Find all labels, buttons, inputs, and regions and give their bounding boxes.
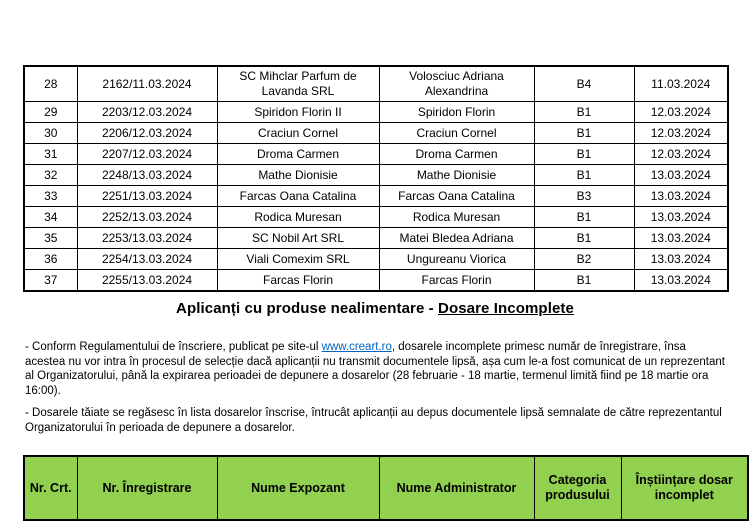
table-cell: Farcas Florin [217, 270, 379, 292]
table-cell: 33 [24, 186, 77, 207]
table-cell: Farcas Oana Catalina [217, 186, 379, 207]
table-cell: 2203/12.03.2024 [77, 102, 217, 123]
header-categoria-produsului: Categoria produsului [534, 456, 621, 520]
table-row [24, 249, 728, 270]
table-cell: Mathe Dionisie [217, 165, 379, 186]
table-cell: B1 [534, 102, 634, 123]
header-row [24, 456, 748, 520]
table-cell: Rodica Muresan [217, 207, 379, 228]
table-cell: 2252/13.03.2024 [77, 207, 217, 228]
table-row [24, 270, 728, 292]
table-cell: 2248/13.03.2024 [77, 165, 217, 186]
table-cell: 28 [24, 66, 77, 102]
table-cell: B3 [534, 186, 634, 207]
note-crossed-files: - Dosarele tăiate se regăsesc în lista dosarelor înscrise, întrucât aplicanții au depus documentele lipsă semnalate de către reprezentantul Organizatorului în perioada de depunere a dosarelor. [25, 407, 722, 434]
table-row [24, 207, 728, 228]
table-cell: 34 [24, 207, 77, 228]
table-cell: 11.03.2024 [634, 66, 728, 102]
table-cell: 13.03.2024 [634, 249, 728, 270]
table-cell: 2206/12.03.2024 [77, 123, 217, 144]
note-regulation [25, 340, 728, 398]
table-row [24, 102, 728, 123]
table-cell: B1 [534, 165, 634, 186]
note-regulation-after-link: , dosarele incomplete primesc număr de înregistrare, însa acestea nu vor intra în procesul de selecție dacă aplicanții nu transmit documentele lipsă, așa cum le-a fost comunicat de un reprezentant al Organizatorului, până la expirarea perioadei de depunere a dosarelor (28 februarie - 18 martie, termenul limită fiind pe 18 martie ora 16:00). [25, 341, 725, 397]
table-cell: B1 [534, 123, 634, 144]
table-cell: 2255/13.03.2024 [77, 270, 217, 292]
table-row [24, 123, 728, 144]
table-cell: 13.03.2024 [634, 228, 728, 249]
table-cell: B4 [534, 66, 634, 102]
table-cell: 36 [24, 249, 77, 270]
incomplete-files-table-header [24, 456, 748, 520]
table-cell: Farcas Oana Catalina [379, 186, 534, 207]
table-cell: SC Nobil Art SRL [217, 228, 379, 249]
table-cell: B1 [534, 144, 634, 165]
table-cell: SC Mihclar Parfum de Lavanda SRL [217, 66, 379, 102]
table-cell: Matei Bledea Adriana [379, 228, 534, 249]
section-heading [0, 300, 750, 317]
table-cell: 13.03.2024 [634, 165, 728, 186]
table-row [24, 66, 728, 102]
note-regulation-before-link: - Conform Regulamentului de înscriere, publicat pe site-ul [25, 341, 322, 353]
table-cell: Droma Carmen [379, 144, 534, 165]
registered-applicants-table-body [24, 66, 728, 291]
table-cell: 12.03.2024 [634, 144, 728, 165]
table-cell: Droma Carmen [217, 144, 379, 165]
table-cell: Farcas Florin [379, 270, 534, 292]
section-heading-text: Aplicanți cu produse nealimentare - [176, 300, 439, 317]
table-cell: 12.03.2024 [634, 123, 728, 144]
table-cell: Ungureanu Viorica [379, 249, 534, 270]
table-row [24, 144, 728, 165]
table-cell: B2 [534, 249, 634, 270]
registered-applicants-table [23, 65, 729, 292]
table-cell: 31 [24, 144, 77, 165]
table-row [24, 186, 728, 207]
table-cell: 30 [24, 123, 77, 144]
table-cell: B1 [534, 228, 634, 249]
incomplete-files-table [23, 455, 749, 521]
table-cell: 2253/13.03.2024 [77, 228, 217, 249]
table-cell: 13.03.2024 [634, 186, 728, 207]
table-cell: Rodica Muresan [379, 207, 534, 228]
table-cell: 2162/11.03.2024 [77, 66, 217, 102]
table-cell: 29 [24, 102, 77, 123]
table-cell: 2251/13.03.2024 [77, 186, 217, 207]
table-cell: Spiridon Florin [379, 102, 534, 123]
section-heading-underlined-text: Dosare Incomplete [438, 300, 574, 317]
header-instiintare-dosar-incomplet: Înștiințare dosar incomplet [621, 456, 748, 520]
header-nr-inregistrare: Nr. Înregistrare [77, 456, 217, 520]
creart-website-link[interactable]: www.creart.ro [321, 341, 392, 353]
table-cell: 2207/12.03.2024 [77, 144, 217, 165]
table-cell: 35 [24, 228, 77, 249]
table-cell: 13.03.2024 [634, 270, 728, 292]
header-nr-crt: Nr. Crt. [24, 456, 77, 520]
header-nume-administrator: Nume Administrator [379, 456, 534, 520]
table-cell: Mathe Dionisie [379, 165, 534, 186]
table-cell: Craciun Cornel [217, 123, 379, 144]
table-cell: Spiridon Florin II [217, 102, 379, 123]
table-cell: 32 [24, 165, 77, 186]
table-cell: Volosciuc Adriana Alexandrina [379, 66, 534, 102]
table-cell: B1 [534, 270, 634, 292]
table-cell: 37 [24, 270, 77, 292]
table-cell: 13.03.2024 [634, 207, 728, 228]
table-row [24, 165, 728, 186]
table-cell: Viali Comexim SRL [217, 249, 379, 270]
table-cell: 2254/13.03.2024 [77, 249, 217, 270]
table-cell: Craciun Cornel [379, 123, 534, 144]
header-nume-expozant: Nume Expozant [217, 456, 379, 520]
table-cell: B1 [534, 207, 634, 228]
table-cell: 12.03.2024 [634, 102, 728, 123]
table-row [24, 228, 728, 249]
